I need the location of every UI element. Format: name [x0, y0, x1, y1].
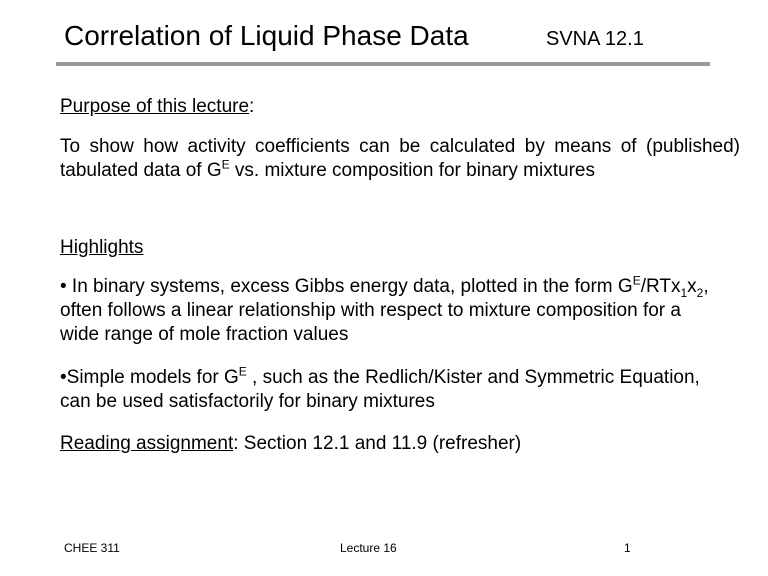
bullet1-part3: x	[687, 276, 697, 297]
purpose-superscript-e: E	[221, 157, 230, 172]
bullet1-part4: , often follows a linear relationship with respect to mixture composition for a wide range of mole fraction values	[60, 276, 709, 345]
highlight-bullet-2	[60, 366, 700, 414]
footer-page-number: 1	[624, 541, 631, 555]
highlights-heading	[60, 236, 740, 260]
purpose-heading	[60, 95, 740, 119]
bullet1-part1: • In binary systems, excess Gibbs energy data, plotted in the form G	[60, 276, 633, 297]
purpose-heading-colon: :	[249, 96, 255, 117]
bullet2-superscript-e: E	[238, 364, 247, 379]
title-divider	[56, 62, 710, 66]
bullet1-superscript-e: E	[632, 273, 641, 288]
footer-course: CHEE 311	[64, 541, 120, 555]
reading-assignment	[60, 432, 740, 456]
highlight-bullet-1	[60, 275, 710, 347]
bullet1-subscript-1: 1	[680, 285, 688, 300]
footer-lecture: Lecture 16	[340, 541, 397, 555]
purpose-text	[60, 135, 740, 183]
purpose-text-part2: vs. mixture composition for binary mixtures	[229, 160, 595, 181]
reading-heading: Reading assignment	[60, 433, 234, 454]
bullet2-part1: •Simple models for G	[60, 367, 239, 388]
bullet1-subscript-2: 2	[696, 285, 704, 300]
reading-text: Section 12.1 and 11.9 (refresher)	[238, 433, 522, 454]
purpose-text-part1: To show how activity coefficients can be calculated by means of (published) tabulated data of G	[60, 136, 740, 181]
slide-title: Correlation of Liquid Phase Data	[64, 20, 469, 51]
highlights-heading-text: Highlights	[60, 237, 144, 258]
bullet1-part2: /RTx	[640, 276, 681, 297]
section-reference: SVNA 12.1	[546, 28, 644, 50]
bullet2-part2: , such as the Redlich/Kister and Symmetric Equation, can be used satisfactorily for binary mixtures	[60, 367, 700, 412]
purpose-heading-text: Purpose of this lecture	[60, 96, 250, 117]
reading-heading-colon: :	[233, 433, 239, 454]
